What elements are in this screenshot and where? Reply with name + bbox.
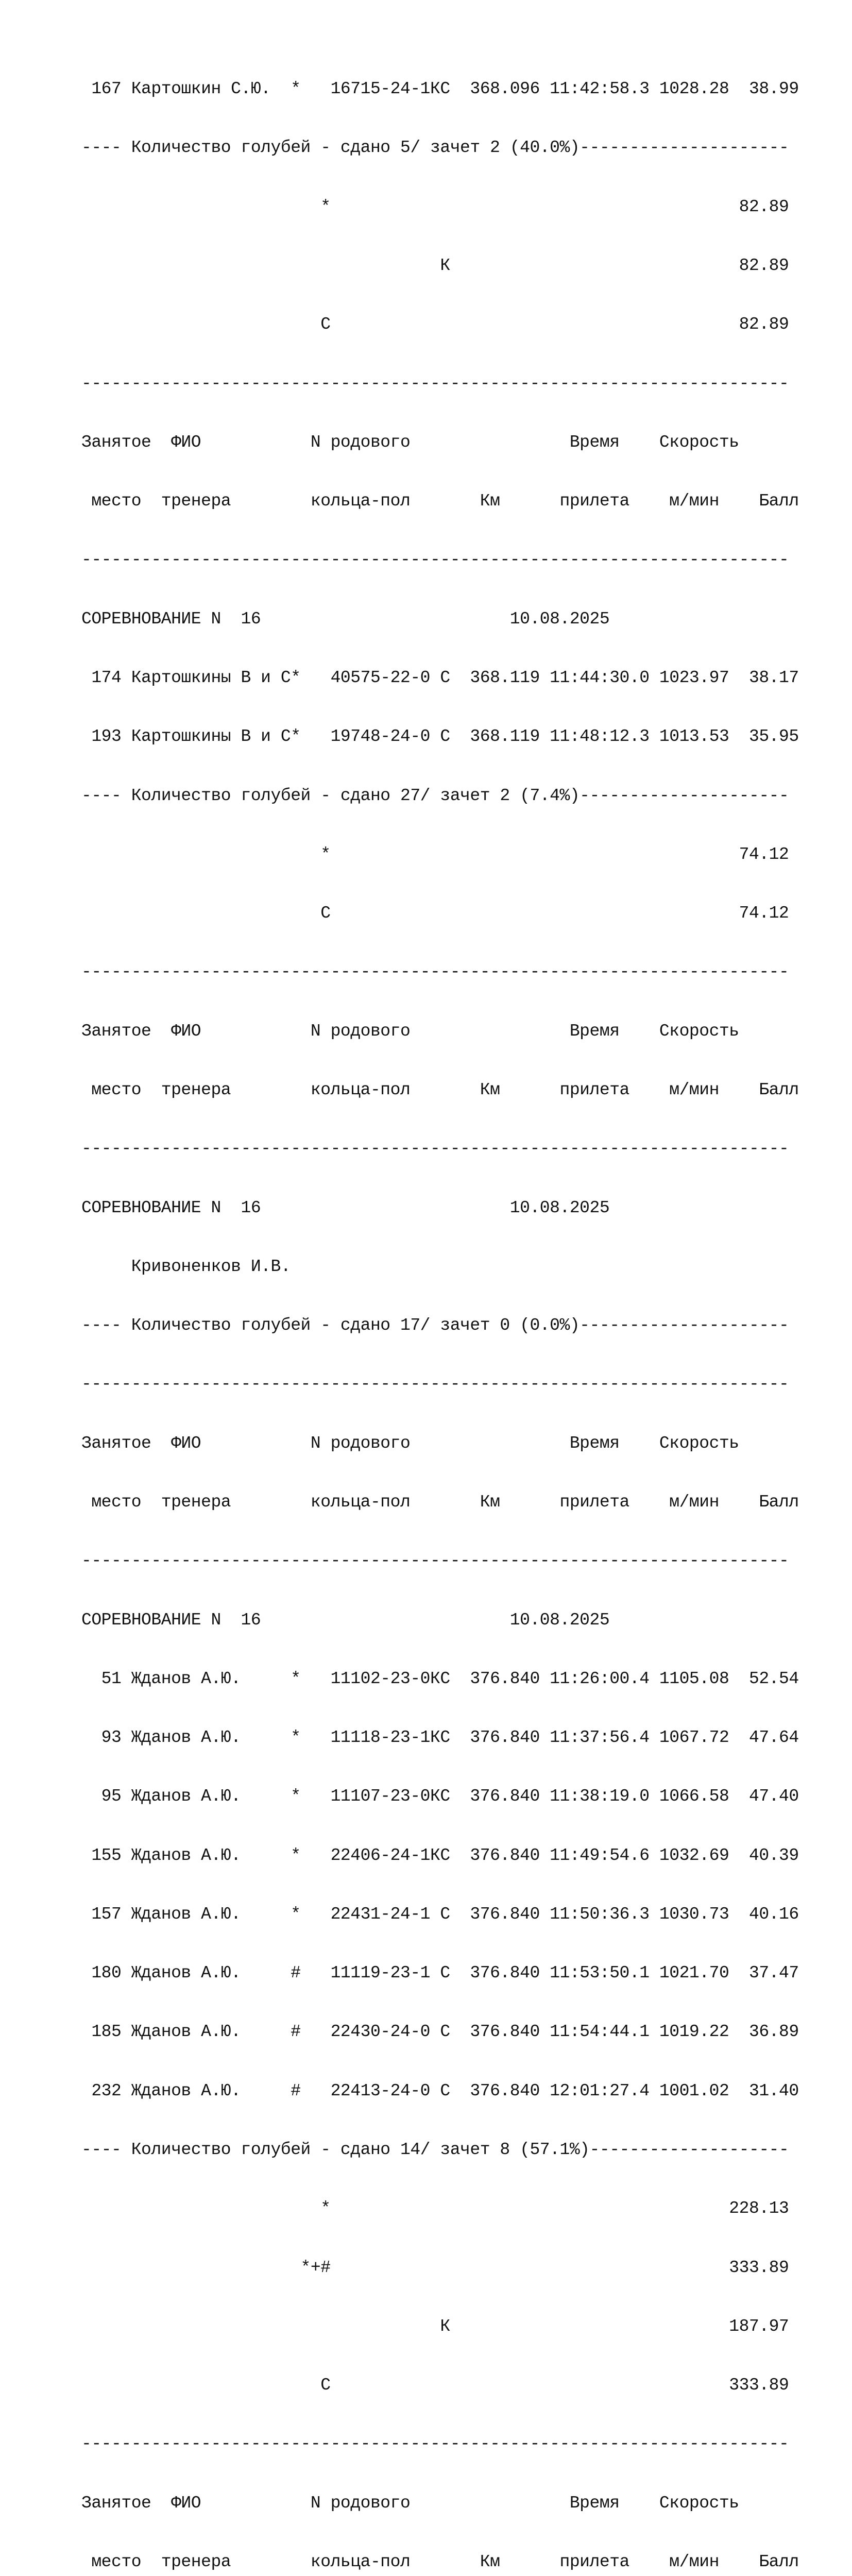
table-header-line: Занятое ФИО N родового Время Скорость	[81, 2493, 739, 2513]
pigeon-count-line: ---- Количество голубей - сдано 17/ зачет 0 (0.0%)---------------------	[81, 1316, 789, 1335]
subtotal-line: * 82.89	[81, 197, 789, 216]
subtotal-line: * 228.13	[81, 2199, 789, 2218]
result-row: 185 Жданов А.Ю. # 22430-24-0 С 376.840 11:54:44.1 1019.22 36.89	[81, 2022, 799, 2042]
result-row: 167 Картошкин С.Ю. * 16715-24-1КС 368.096 11:42:58.3 1028.28 38.99	[81, 79, 799, 99]
subtotal-line: К 82.89	[81, 256, 789, 276]
divider-line: -----------------------------------------------------------------------	[81, 374, 789, 393]
result-row: 193 Картошкины В и С* 19748-24-0 С 368.119 11:48:12.3 1013.53 35.95	[81, 727, 799, 747]
subtotal-line: С 333.89	[81, 2376, 789, 2395]
subtotal-line: К 187.97	[81, 2316, 789, 2336]
result-row: 93 Жданов А.Ю. * 11118-23-1КС 376.840 11:37:56.4 1067.72 47.64	[81, 1728, 799, 1748]
pigeon-count-line: ---- Количество голубей - сдано 14/ зачет 8 (57.1%)--------------------	[81, 2140, 789, 2160]
result-row: 232 Жданов А.Ю. # 22413-24-0 С 376.840 12:01:27.4 1001.02 31.40	[81, 2081, 799, 2100]
divider-line: -----------------------------------------------------------------------	[81, 1139, 789, 1159]
divider-line: -----------------------------------------------------------------------	[81, 1375, 789, 1394]
results-printout	[81, 40, 799, 2576]
table-header-line: место тренера кольца-пол Км прилета м/мин Балл	[81, 1492, 799, 1512]
divider-line: -----------------------------------------------------------------------	[81, 2434, 789, 2454]
pigeon-count-line: ---- Количество голубей - сдано 5/ зачет 2 (40.0%)---------------------	[81, 138, 789, 158]
competition-line: СОРЕВНОВАНИЕ N 16 10.08.2025	[81, 609, 610, 629]
subtotal-line: С 74.12	[81, 904, 789, 923]
pigeon-count-line: ---- Количество голубей - сдано 27/ зачет 2 (7.4%)---------------------	[81, 786, 789, 805]
subtotal-line: * 74.12	[81, 844, 789, 864]
result-row: 95 Жданов А.Ю. * 11107-23-0КС 376.840 11:38:19.0 1066.58 47.40	[81, 1787, 799, 1806]
subtotal-line: *+# 333.89	[81, 2258, 789, 2277]
result-row: 174 Картошкины В и С* 40575-22-0 С 368.119 11:44:30.0 1023.97 38.17	[81, 668, 799, 687]
divider-line: -----------------------------------------------------------------------	[81, 1551, 789, 1571]
result-row: 157 Жданов А.Ю. * 22431-24-1 С 376.840 11:50:36.3 1030.73 40.16	[81, 1904, 799, 1924]
divider-line: -----------------------------------------------------------------------	[81, 550, 789, 570]
table-header-line: место тренера кольца-пол Км прилета м/мин Балл	[81, 492, 799, 511]
table-header-line: место тренера кольца-пол Км прилета м/мин Балл	[81, 2552, 799, 2571]
table-header-line: Занятое ФИО N родового Время Скорость	[81, 432, 739, 452]
result-row: 180 Жданов А.Ю. # 11119-23-1 С 376.840 11:53:50.1 1021.70 37.47	[81, 1963, 799, 1983]
competition-line: СОРЕВНОВАНИЕ N 16 10.08.2025	[81, 1610, 610, 1630]
subtotal-line: С 82.89	[81, 315, 789, 334]
result-row: 51 Жданов А.Ю. * 11102-23-0КС 376.840 11:26:00.4 1105.08 52.54	[81, 1669, 799, 1688]
result-row: 155 Жданов А.Ю. * 22406-24-1КС 376.840 11:49:54.6 1032.69 40.39	[81, 1845, 799, 1865]
competition-line: СОРЕВНОВАНИЕ N 16 10.08.2025	[81, 1198, 610, 1217]
owner-name-line: Кривоненков И.В.	[81, 1257, 291, 1276]
table-header-line: место тренера кольца-пол Км прилета м/мин Балл	[81, 1080, 799, 1099]
table-header-line: Занятое ФИО N родового Время Скорость	[81, 1433, 739, 1453]
divider-line: -----------------------------------------------------------------------	[81, 962, 789, 982]
table-header-line: Занятое ФИО N родового Время Скорость	[81, 1021, 739, 1041]
